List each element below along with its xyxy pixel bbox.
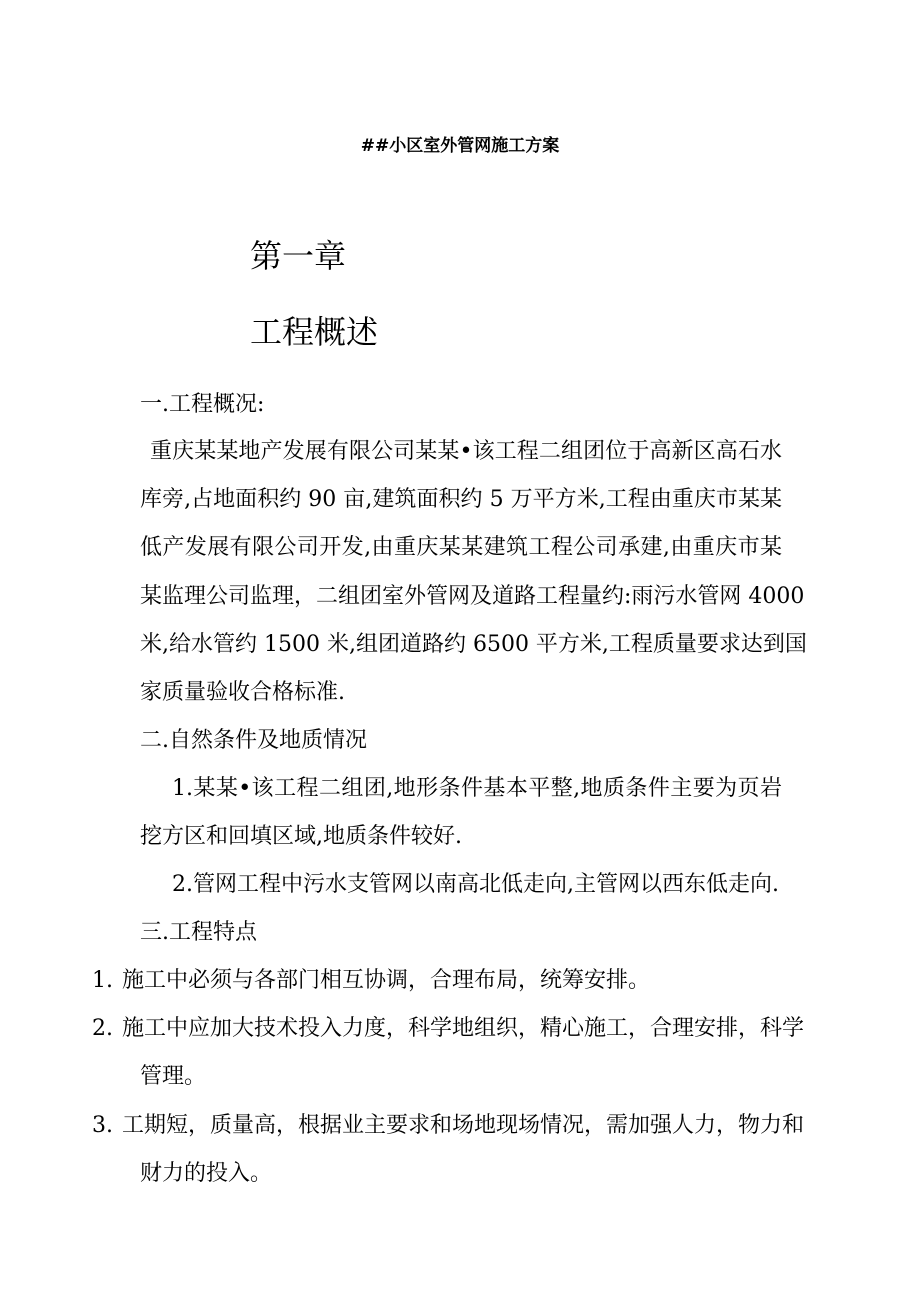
paragraph-line: 挖方区和回填区域,地质条件较好. xyxy=(140,824,462,849)
list-item-line: 施工中必须与各部门相互协调，合理布局，统筹安排。 xyxy=(122,968,651,993)
list-item-line: 施工中应加大技术投入力度，科学地组织，精心施工，合理安排，科学 xyxy=(122,1016,805,1041)
paragraph-line: 重庆某某地产发展有限公司某某•该工程二组团位于高新区高石水 xyxy=(150,439,782,464)
paragraph-line: 家质量验收合格标准. xyxy=(140,680,345,705)
list-item-number: 1. xyxy=(92,968,113,993)
document-title: ##小区室外管网施工方案 xyxy=(360,136,560,156)
list-item-line: 工期短，质量高，根据业主要求和场地现场情况，需加强人力，物力和 xyxy=(122,1113,805,1138)
paragraph-line: 1.某某•该工程二组团,地形条件基本平整,地质条件主要为页岩 xyxy=(172,776,782,801)
section-3-heading: 三.工程特点 xyxy=(140,920,257,945)
list-item-number: 3. xyxy=(92,1113,113,1138)
section-2-heading: 二.自然条件及地质情况 xyxy=(140,728,367,753)
list-item-line: 管理。 xyxy=(140,1064,207,1089)
section-1-heading: 一.工程概况: xyxy=(140,392,265,417)
paragraph-line: 低产发展有限公司开发,由重庆某某建筑工程公司承建,由重庆市某 xyxy=(140,535,782,560)
list-item-line: 财力的投入。 xyxy=(140,1161,273,1186)
paragraph-line: 米,给水管约 1500 米,组团道路约 6500 平方米,工程质量要求达到国 xyxy=(140,632,807,657)
list-item-number: 2. xyxy=(92,1016,113,1041)
paragraph-line: 某监理公司监理，二组团室外管网及道路工程量约:雨污水管网 4000 xyxy=(140,584,805,609)
chapter-number: 第一章 xyxy=(250,237,347,275)
section-2-item-2: 2.管网工程中污水支管网以南高北低走向,主管网以西东低走向. xyxy=(172,872,779,897)
paragraph-line: 库旁,占地面积约 90 亩,建筑面积约 5 万平方米,工程由重庆市某某 xyxy=(140,487,782,512)
chapter-title: 工程概述 xyxy=(250,313,379,351)
